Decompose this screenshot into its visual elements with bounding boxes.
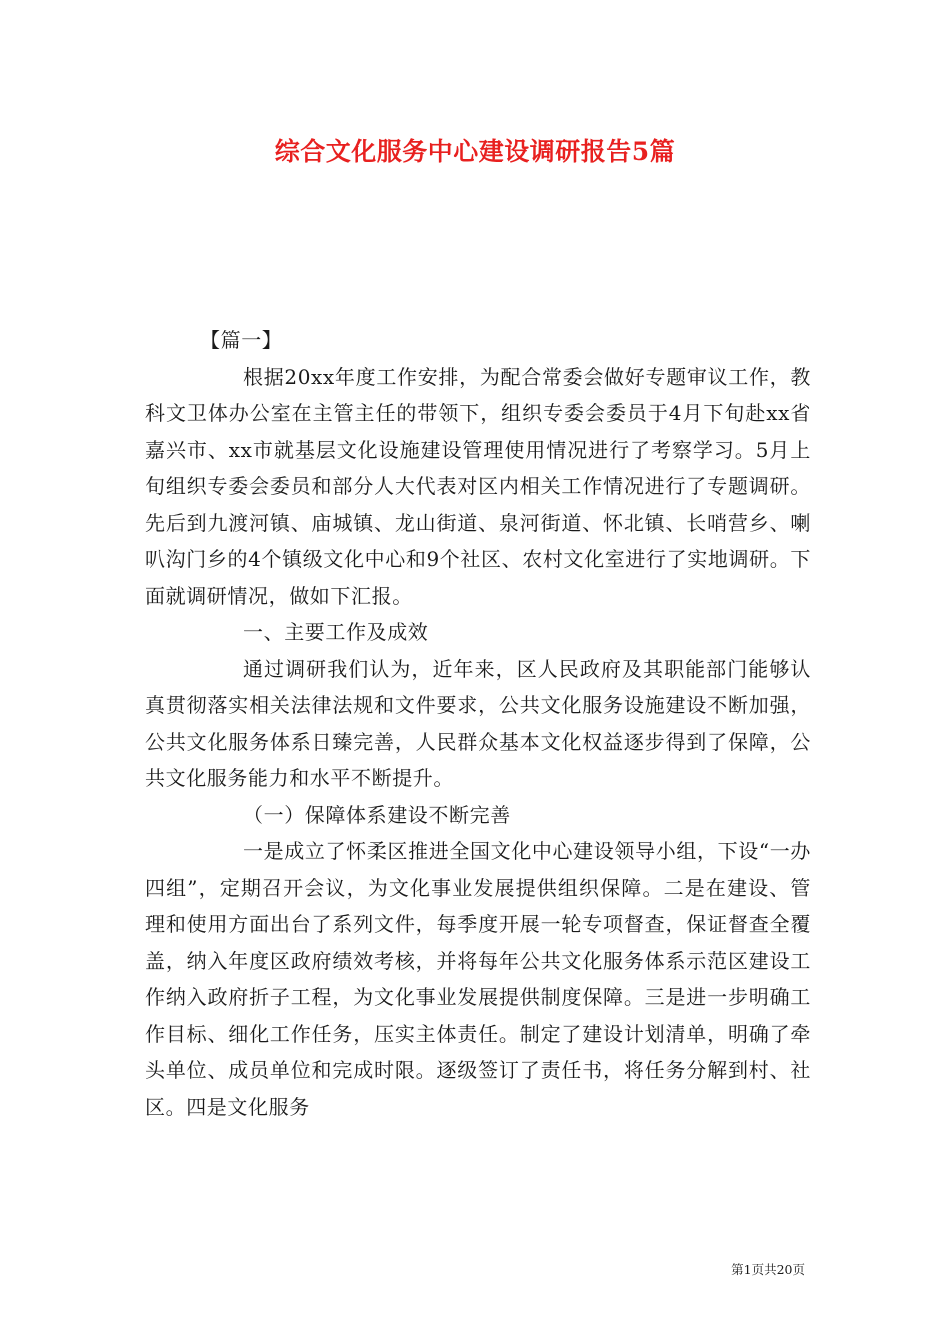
document-body: [145, 322, 811, 1125]
paragraph-intro: 根据20xx年度工作安排，为配合常委会做好专题审议工作，教科文卫体办公室在主管主任的带领下，组织专委会委员于4月下旬赴xx省嘉兴市、xx市就基层文化设施建设管理使用情况进行了考察学习。5月上旬组织专委会委员和部分人大代表对区内相关工作情况进行了专题调研。先后到九渡河镇、庙城镇、龙山街道、泉河街道、怀北镇、长哨营乡、喇叭沟门乡的4个镇级文化中心和9个社区、农村文化室进行了实地调研。下面就调研情况，做如下汇报。: [145, 364, 811, 608]
heading-main-work: 一、主要工作及成效: [243, 620, 429, 644]
paragraph-guarantee-details: 一是成立了怀柔区推进全国文化中心建设领导小组，下设“一办四组”，定期召开会议，为文化事业发展提供组织保障。二是在建设、管理和使用方面出台了系列文件，每季度开展一轮专项督查，保证督查全覆盖，纳入年度区政府绩效考核，并将每年公共文化服务体系示范区建设工作纳入政府折子工程，为文化事业发展提供制度保障。三是进一步明确工作目标、细化工作任务，压实主体责任。制定了建设计划清单，明确了牵头单位、成员单位和完成时限。逐级签订了责任书，将任务分解到村、社区。四是文化服务: [145, 839, 811, 1119]
section-label: 【篇一】: [200, 328, 283, 352]
paragraph-findings: 通过调研我们认为，近年来，区人民政府及其职能部门能够认真贯彻落实相关法律法规和文件要求，公共文化服务设施建设不断加强，公共文化服务体系日臻完善，人民群众基本文化权益逐步得到了保障，公共文化服务能力和水平不断提升。: [145, 656, 811, 790]
document-title: 综合文化服务中心建设调研报告5篇: [274, 137, 676, 166]
page-number: 第1页共20页: [731, 1262, 805, 1277]
heading-guarantee-system: （一）保障体系建设不断完善: [243, 802, 511, 827]
